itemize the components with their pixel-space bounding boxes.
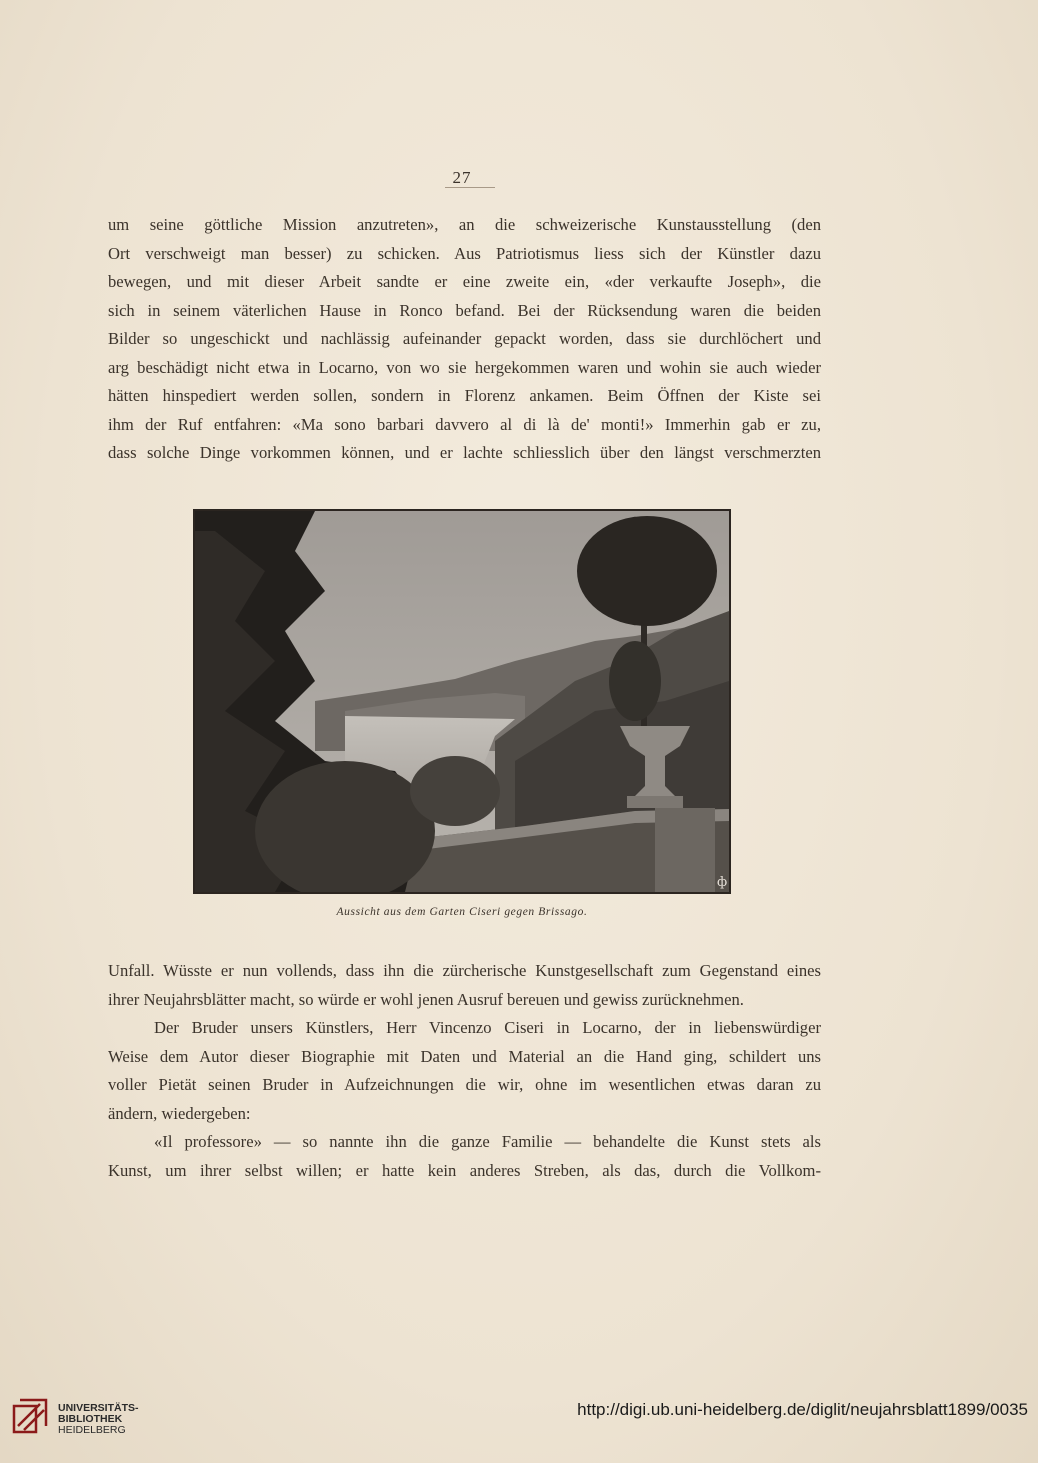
text-line: hätten hinspediert werden sollen, sondern in Florenz ankamen. Beim Öffnen der Kiste sei xyxy=(108,386,821,405)
page-number-rule xyxy=(445,187,495,188)
library-name-line1: UNIVERSITÄTS- xyxy=(58,1402,139,1414)
text-line: sich in seinem väterlichen Hause in Ronco befand. Bei der Rücksendung waren die beiden xyxy=(108,300,821,320)
text-line: Weise dem Autor dieser Biographie mit Daten und Material an die Hand ging, schildert uns xyxy=(108,1046,821,1066)
library-name-line3: HEIDELBERG xyxy=(58,1424,126,1436)
text-line: Der Bruder unsers Künstlers, Herr Vincenzo Ciseri in Locarno, der in liebenswürdiger xyxy=(154,1018,821,1037)
page-number: 27 xyxy=(452,168,472,187)
text-line: Ort verschweigt man besser) zu schicken. Aus Patriotismus liess sich der Künstler dazu xyxy=(108,243,821,263)
text-line: Kunst, um ihrer selbst willen; er hatte kein anderes Streben, als das, durch die Vollkom- xyxy=(108,1160,821,1180)
body-text-top xyxy=(108,211,821,468)
figure-caption: Aussicht aus dem Garten Ciseri gegen Brissago. xyxy=(336,906,588,918)
library-logo-icon xyxy=(10,1396,50,1436)
body-text-bottom xyxy=(108,957,821,1185)
text-line: Bilder so ungeschickt und nachlässig aufeinander gepackt worden, dass sie durchlöchert und xyxy=(108,329,821,348)
text-line: dass solche Dinge vorkommen können, und er lachte schliesslich über den längst verschmerzten xyxy=(108,443,821,462)
text-line: ihm der Ruf entfahren: «Ma sono barbari davvero al di là de' monti!» Immerhin gab er zu, xyxy=(108,414,821,434)
text-line: ihrer Neujahrsblätter macht, so würde er wohl jenen Ausruf bereuen und gewiss zurücknehmen. xyxy=(108,989,744,1009)
text-line: arg beschädigt nicht etwa in Locarno, von wo sie hergekommen waren und wohin sie auch wieder xyxy=(108,357,821,377)
text-line: bewegen, und mit dieser Arbeit sandte er eine zweite ein, «der verkaufte Joseph», die xyxy=(108,272,821,291)
photographer-monogram: ф xyxy=(717,875,728,890)
text-line: «Il professore» — so nannte ihn die ganze Familie — behandelte die Kunst stets als xyxy=(154,1132,821,1151)
library-name-line2: BIBLIOTHEK xyxy=(58,1413,123,1425)
text-line: ändern, wiedergeben: xyxy=(108,1103,251,1123)
text-line: Unfall. Wüsste er nun vollends, dass ihn die zürcherische Kunstgesellschaft zum Gegenstand eines xyxy=(108,961,821,980)
source-url-link[interactable]: http://digi.ub.uni-heidelberg.de/diglit/neujahrsblatt1899/0035 xyxy=(577,1400,1028,1419)
text-line: um seine göttliche Mission anzutreten», an die schweizerische Kunstausstellung (den xyxy=(108,215,821,234)
landscape-photograph xyxy=(193,509,731,894)
library-name xyxy=(58,1403,139,1436)
text-line: voller Pietät seinen Bruder in Aufzeichnungen die wir, ohne im wesentlichen etwas daran zu xyxy=(108,1075,821,1094)
